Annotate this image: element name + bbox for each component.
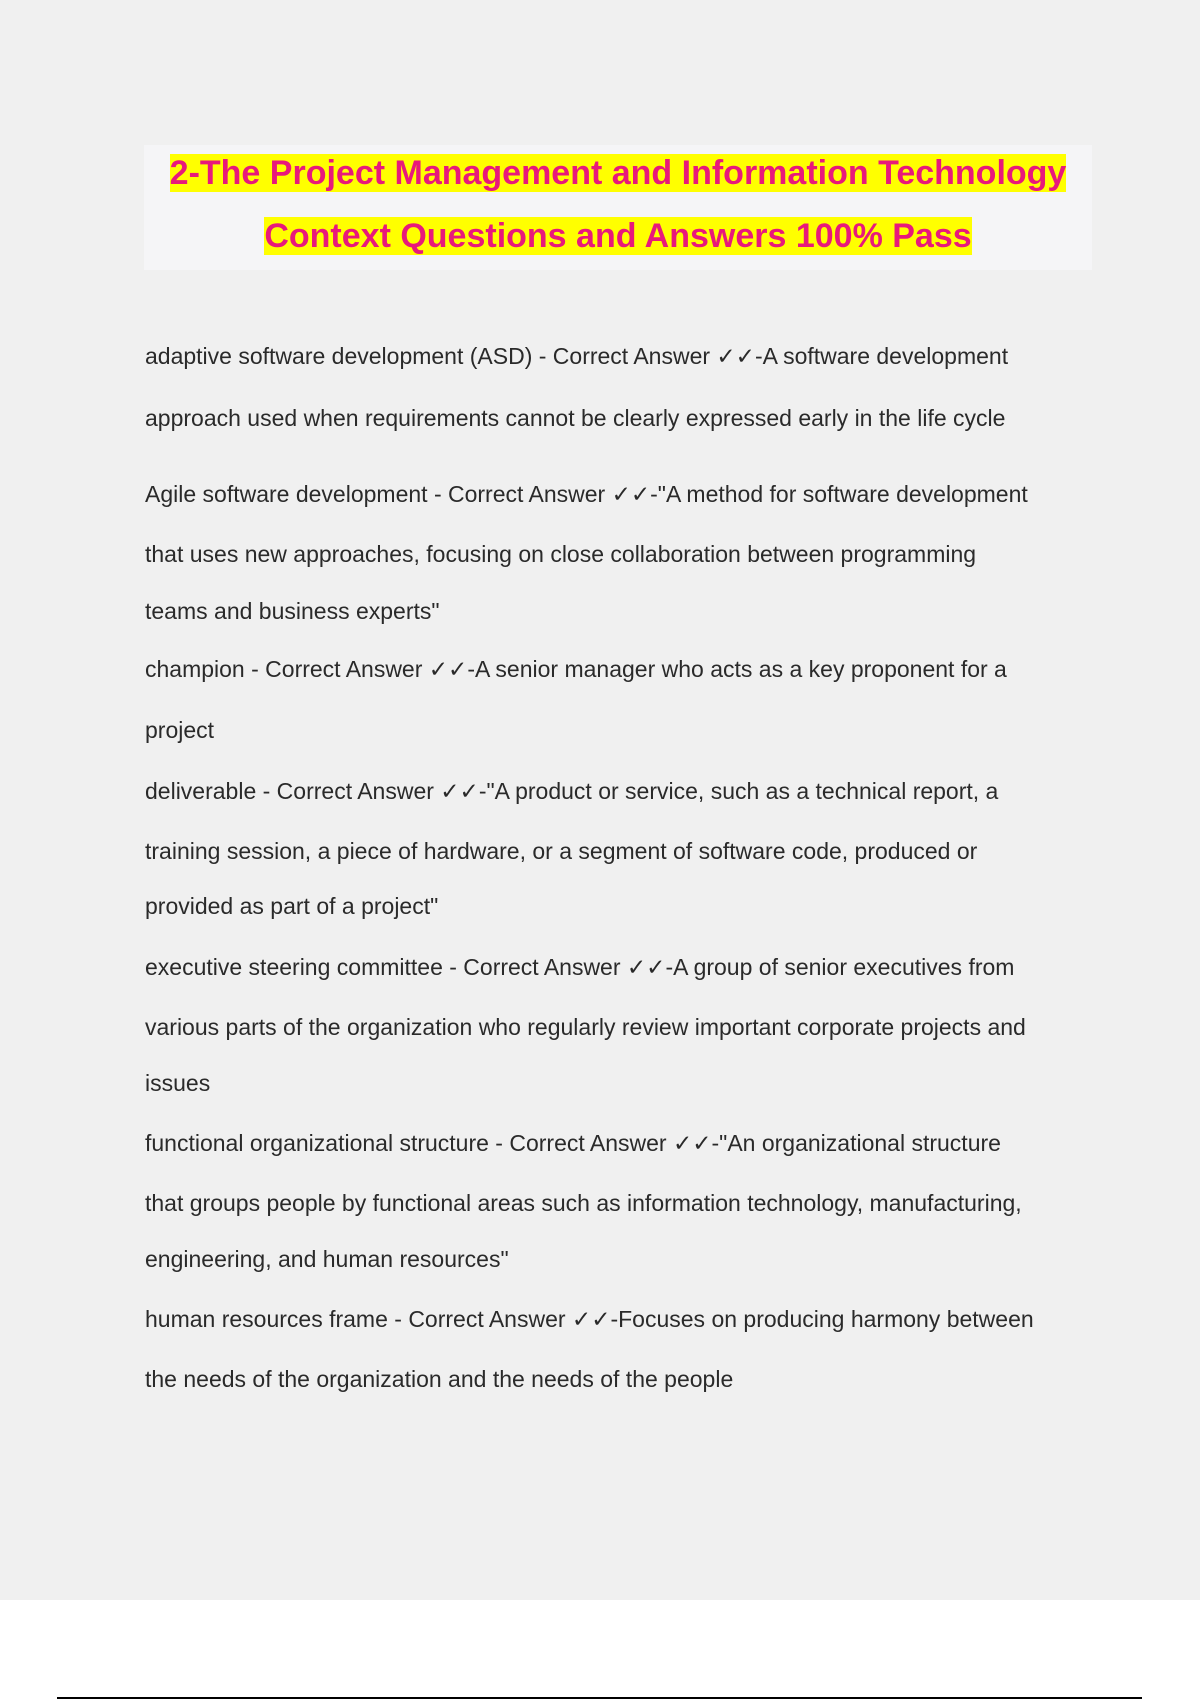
- entry-functional-line-3: engineering, and human resources": [145, 1246, 509, 1272]
- entry-agile-line-1: Agile software development - Correct Answer ✓✓-"A method for software development: [145, 481, 1028, 507]
- footer-rule: [57, 1697, 1142, 1699]
- entry-agile-line-3: teams and business experts": [145, 598, 440, 624]
- entry-champion-line-1: champion - Correct Answer ✓✓-A senior manager who acts as a key proponent for a: [145, 656, 1007, 682]
- entry-asd-line-2: approach used when requirements cannot be clearly expressed early in the life cycle: [145, 405, 1006, 431]
- entry-deliverable-line-2: training session, a piece of hardware, or a segment of software code, produced or: [145, 838, 978, 864]
- entry-champion-line-2: project: [145, 717, 215, 743]
- entry-steering-line-3: issues: [145, 1070, 211, 1096]
- entry-functional-line-1: functional organizational structure - Correct Answer ✓✓-"An organizational structure: [145, 1130, 1001, 1156]
- title-line-1: 2-The Project Management and Information Technology: [169, 154, 1067, 192]
- entry-functional-line-2: that groups people by functional areas such as information technology, manufacturing,: [145, 1190, 1022, 1216]
- entry-steering-line-1: executive steering committee - Correct Answer ✓✓-A group of senior executives from: [145, 954, 1015, 980]
- entry-hr-frame-line-2: the needs of the organization and the needs of the people: [145, 1366, 734, 1392]
- title-line-2: Context Questions and Answers 100% Pass: [264, 217, 972, 255]
- entry-hr-frame-line-1: human resources frame - Correct Answer ✓✓-Focuses on producing harmony between: [145, 1306, 1034, 1332]
- entry-agile-line-2: that uses new approaches, focusing on close collaboration between programming: [145, 541, 977, 567]
- entry-deliverable-line-1: deliverable - Correct Answer ✓✓-"A product or service, such as a technical report, a: [145, 778, 999, 804]
- entry-steering-line-2: various parts of the organization who regularly review important corporate projects and: [145, 1014, 1026, 1040]
- entry-asd-line-1: adaptive software development (ASD) - Correct Answer ✓✓-A software development: [145, 343, 1009, 369]
- entry-deliverable-line-3: provided as part of a project": [145, 893, 439, 919]
- document-title: [144, 142, 1092, 268]
